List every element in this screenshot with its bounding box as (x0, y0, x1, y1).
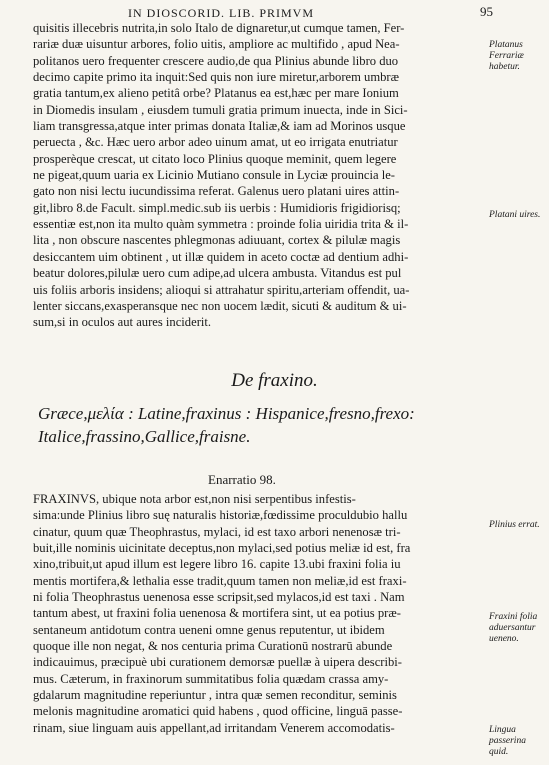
text-line: xino,tribuit,ut apud illum est legere libro 16. capite 13.ubi fraxini folia iu (33, 557, 401, 572)
text-line: ne pigeat,quum uaria ex Licinio Mutiano consule in Lyciæ prouincia le- (33, 168, 395, 183)
text-line: lita , non obscure nascentes phlegmonas adiuuant, cortex & pilulæ magis (33, 233, 401, 248)
margin-note: Platanus Ferrariæ habetur. (489, 40, 524, 72)
names-line: Italice,frassino,Gallice,fraisne. (38, 427, 251, 446)
text-line: gratia tantum,ex alieno petitâ orbe? Platanus ea est,hæc per mare Ionium (33, 86, 399, 101)
text-line: rariæ duæ uisuntur arbores, folio uitis, ampliore ac multifido , apud Nea- (33, 37, 400, 52)
margin-note: Platani uires. (489, 210, 541, 220)
text-line: FRAXINVS, ubique nota arbor est,non nisi serpentibus infestis- (33, 492, 356, 506)
text-line: uis foliis arboris insidens; alioqui si attrahatur spiritu,arteriam offendit, ua- (33, 282, 410, 297)
text-line: quoque ille non negat, & nos centuria prima Curationū nostrarū abunde (33, 639, 393, 654)
margin-note: Fraxini folia aduersantur ueneno. (489, 612, 538, 644)
plant-names (38, 402, 498, 448)
text-line: cinatur, quum quæ Theophrastus, mylaci, id est taxo arbori nenenosæ tri- (33, 524, 401, 539)
text-block-platanus (33, 20, 485, 331)
text-line: sentaneum antidotum contra ueneni omne genus reputentur, ut ibidem (33, 622, 385, 637)
text-line: git,libro 8.de Facult. simpl.medic.sub iis uerbis : Humidioris frigidiorisq; (33, 200, 401, 215)
text-line: desiccantem uim obtinent , ut illæ quidem in aceto coctæ ad dentium adhi- (33, 249, 409, 264)
text-line: politanos uero frequenter crescere audio,de qua Plinius abunde libro duo (33, 53, 399, 68)
text-line: mus. Cæterum, in fraxinorum summitatibus folia quædam crassa amy- (33, 671, 389, 686)
text-line: beatur dolores,pilulæ uero cum adipe,ad ulcera ambusta. Vitandus est pul (33, 266, 402, 281)
enarratio-label: Enarratio 98. (208, 472, 276, 487)
text-line: quisitis illecebris nutrita,in solo Italo de dignaretur,ut cumque tamen, Fer- (33, 21, 405, 35)
names-line: Græce,μελία : Latine,fraxinus : Hispanice,fresno,frexo: (38, 404, 415, 423)
text-line: rinam, siue linguam auis appellant,ad irritandam Venerem accomodatis- (33, 720, 395, 735)
text-line: sum,si in oculos aut aures inciderit. (33, 315, 212, 330)
margin-note: Plinius errat. (489, 520, 540, 530)
page-number: 95 (480, 4, 493, 19)
text-line: sima:unde Plinius libro suę naturalis historiæ,fœdissime proculdubio hallu (33, 508, 408, 523)
text-line: melonis magnitudine aromatici quid habens , quod officine, linguā passe- (33, 704, 403, 719)
text-line: decimo capite primo ita inquit:Sed quis non iure miretur,arborem umbræ (33, 70, 400, 85)
text-line: indicauimus, præcipuè ubi curationem demorsæ puellæ à uipera describi- (33, 655, 402, 670)
text-line: mentis mortifera,& lethalia esse tradit,quum tamen non meliæ,id est fraxi- (33, 573, 407, 588)
text-line: gdalarum magnitudine reperiuntur , intra quæ semen reconditur, seminis (33, 688, 397, 703)
text-line: essentiæ est,non ita multo quàm symmetra : proinde folia uiridia trita & il- (33, 217, 409, 232)
text-line: gato non nisi lectu iucundissima referat. Galenus uero platani uires attin- (33, 184, 400, 199)
text-line: buit,ille nominis uicinitate deceptus,non mylaci,sed potius meliæ id est, fra (33, 541, 411, 556)
text-line: in Diomedis insulam , eiusdem tumuli gratia primum inuecta, inde in Sici- (33, 102, 408, 117)
text-line: peruecta , &c. Hæc uero arbor adeo uinum amat, ut eo irrigata enutriatur (33, 135, 398, 150)
text-line: lenter siccans,exasperansque nec non uocem lædit, sicuti & auditum & ui- (33, 298, 407, 313)
running-title: IN DIOSCORID. LIB. PRIMVM (128, 6, 315, 20)
text-line: tantum abest, ut fraxini folia uenenosa & mortifera sint, ut ea potius præ- (33, 606, 401, 621)
margin-note: Lingua passerina quid. (489, 725, 526, 757)
text-line: ni folia Theophrastus uenenosa esse scripsit,sed mylacos,id est taxi . Nam (33, 590, 405, 605)
text-line: prosperèque crescat, ut citato loco Plinius quoque meminit, quem legere (33, 151, 397, 166)
text-line: liam transgressa,atque inter primas donata Italiæ,& iam ad Morinos usque (33, 119, 406, 134)
section-heading: De fraxino. (231, 370, 318, 391)
text-block-fraxinus (33, 491, 485, 736)
